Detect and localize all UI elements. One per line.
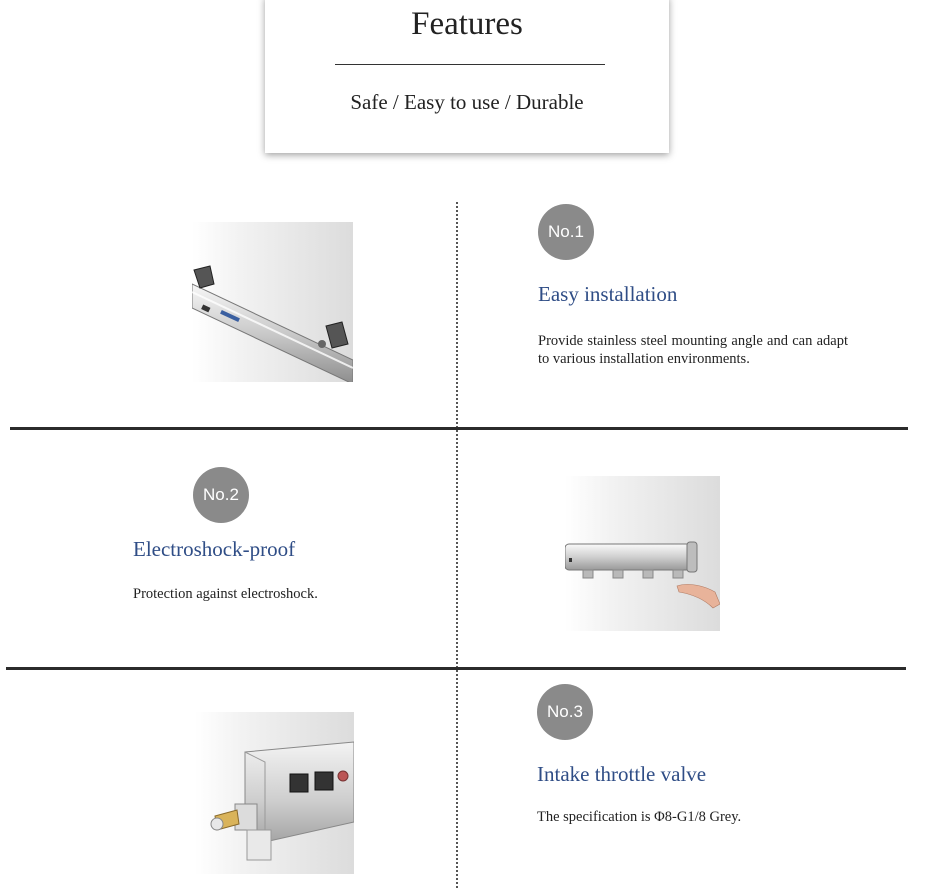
ion-bar-hand-icon [565,476,720,631]
feature-1-badge: No.1 [538,204,594,260]
feature-2-description: Protection against electroshock. [133,586,318,602]
feature-3-badge: No.3 [537,684,593,740]
ion-bar-valve-icon [195,712,354,874]
feature-3-description: The specification is Φ8-G1/8 Grey. [537,809,742,825]
ion-bar-bracket-icon [192,222,353,382]
feature-1-description: Provide stainless steel mounting angle and can adapt to various installation environments. [538,333,848,367]
section-divider-1 [10,427,908,430]
vertical-divider [456,202,458,888]
feature-3-photo [195,712,354,874]
title-divider [335,64,605,65]
feature-2-badge: No.2 [193,467,249,523]
feature-1-title: Easy installation [538,282,678,306]
feature-1-photo [192,222,353,382]
feature-3-title: Intake throttle valve [537,762,707,786]
section-divider-2 [6,667,906,670]
feature-2-photo [565,476,720,631]
feature-2-title: Electroshock-proof [133,537,296,561]
page-subtitle: Safe / Easy to use / Durable [350,90,584,114]
features-header-card [265,0,669,153]
page-title: Features [411,6,523,42]
